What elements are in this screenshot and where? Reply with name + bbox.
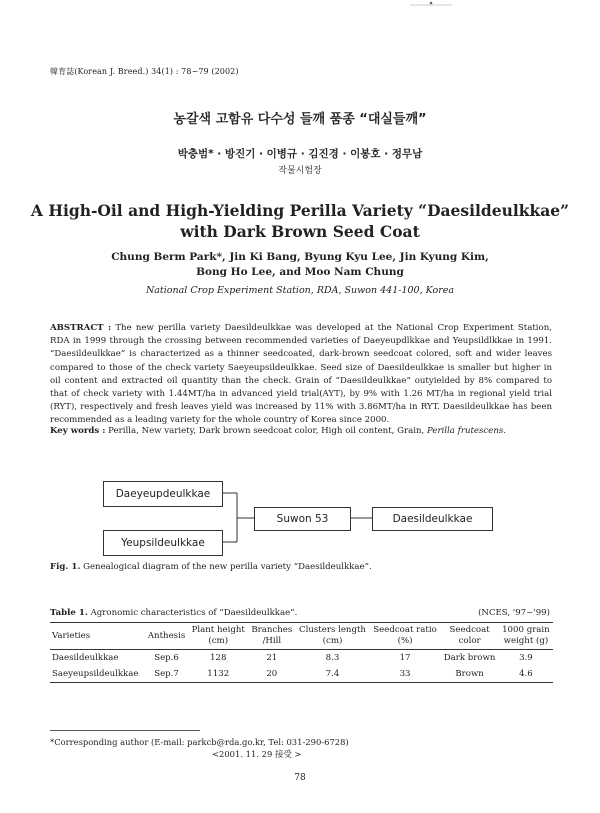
parent-box-yeupsildeulkkae: Yeupsildeulkkae [103,530,223,556]
table-cell: 17 [399,653,411,663]
keywords-text: Perilla, New variety, Dark brown seedcoat color, High oil content, Grain, [108,426,425,436]
table-cell: 20 [248,666,295,683]
table-cell: 33 [370,666,441,683]
figure-caption [50,562,372,572]
table-cell: 128 [210,653,227,663]
variety-box-daesildeulkkae: Daesildeulkkae [372,507,493,531]
agronomic-table [50,622,553,683]
korean-authors: 박충범* · 방진기 · 이병규 · 김진경 · 이봉호 · 정무남 [177,148,423,160]
table-cell: 1132 [188,666,248,683]
abstract-text: The new perilla variety Daesildeulkkae was developed at the National Crop Experiment Station, RDA in 1999 through the crossing between recommended varieties of Daeyeupdlkkae and Yeupsildlkkae in 1991. “Daesildeulkkae” is characterized as a thinner seedcoated, dark-brown seedcoat colored, soft and wider leaves compared to those of the check variety Saeyeupsildeulkkae. Seed size of Daesildeulkkae is smaller but higher in oil content and extracted oil quantity than the check. Grain of “Daesildeulkkae” outyielded by 8% compared to that of check variety with 1.44MT/ha in advanced yield trial(AYT), by 9% with 1.26 MT/ha in regional yield trial (RYT), respectively and fresh leaves yield was increased by 11% with 3.86MT/ha in RYT. Daesildeulkkae has been recommended as a leading variety for the whole country of Korea since 2000. [50,323,552,426]
corresponding-author-footnote: *Corresponding author (E-mail: parkcb@rda.go.kr, Tel: 031-290-6728) [50,737,349,747]
table-cell: Dark brown [443,653,496,663]
col-header-branches: Branches /Hill [248,623,295,650]
table-row [50,666,553,683]
figure-caption-label: Fig. 1. [50,562,81,572]
col-header-seedcoat-color: Seedcoat color [440,623,498,650]
received-date: <2001. 11. 29 接受 > [212,749,302,759]
table-cell: Saeyeupsildeulkkae [50,666,145,683]
col-header-clusters-length: Clusters length (cm) [295,623,369,650]
col-header-anthesis: Anthesis [145,623,188,650]
table-caption-label: Table 1. [50,608,88,618]
table-row [50,650,553,667]
english-title-line1: A High-Oil and High-Yielding Perilla Variety “Daesildeulkkae” [30,201,570,220]
table-cell: 7.4 [295,666,369,683]
table-cell: Brown [440,666,498,683]
table-cell: 8.3 [325,653,340,663]
table-caption-text: Agronomic characteristics of “Daesildeulkkae”. [90,608,298,618]
table-cell: Daesildeulkkae [52,653,119,663]
parent-box-daeyeupdeulkkae: Daeyeupdeulkkae [103,481,223,507]
english-affiliation: National Crop Experiment Station, RDA, Suwon 441-100, Korea [145,285,455,296]
english-authors-line1: Chung Berm Park*, Jin Ki Bang, Byung Kyu Lee, Jin Kyung Kim, [111,251,489,263]
english-title-line2: with Dark Brown Seed Coat [180,222,420,241]
table-cell: Sep.6 [154,653,179,663]
keywords-label: Key words : [50,426,106,436]
table-header-row [50,623,553,650]
figure-caption-text: Genealogical diagram of the new perilla variety “Daesildeulkkae”. [83,562,372,572]
table-cell: 21 [266,653,278,663]
cross-box-suwon53: Suwon 53 [254,507,351,531]
korean-title: 농갈색 고함유 다수성 들깨 품종 “대실들깨” [173,112,427,127]
korean-affiliation: 작물시험장 [278,166,322,176]
col-header-plant-height: Plant height (cm) [188,623,248,650]
col-header-grain-weight: 1000 grain weight (g) [499,623,553,650]
table-caption [50,608,297,618]
table-cell: 4.6 [499,666,553,683]
col-header-seedcoat-ratio: Seedcoat ratio (%) [370,623,441,650]
english-authors-line2: Bong Ho Lee, and Moo Nam Chung [196,266,404,278]
table-cell: Sep.7 [145,666,188,683]
footnote-rule [50,730,200,731]
keywords-italic: Perilla frutescens. [426,426,507,436]
journal-citation: 韓育誌(Korean J. Breed.) 34(1) : 78~79 (2002) [50,67,239,76]
col-header-varieties: Varieties [50,623,145,650]
table-cell: 3.9 [519,653,533,663]
page-number: 78 [294,773,306,783]
table-source-note: (NCES, '97~'99) [478,608,550,618]
abstract-label: ABSTRACT : [50,323,112,333]
